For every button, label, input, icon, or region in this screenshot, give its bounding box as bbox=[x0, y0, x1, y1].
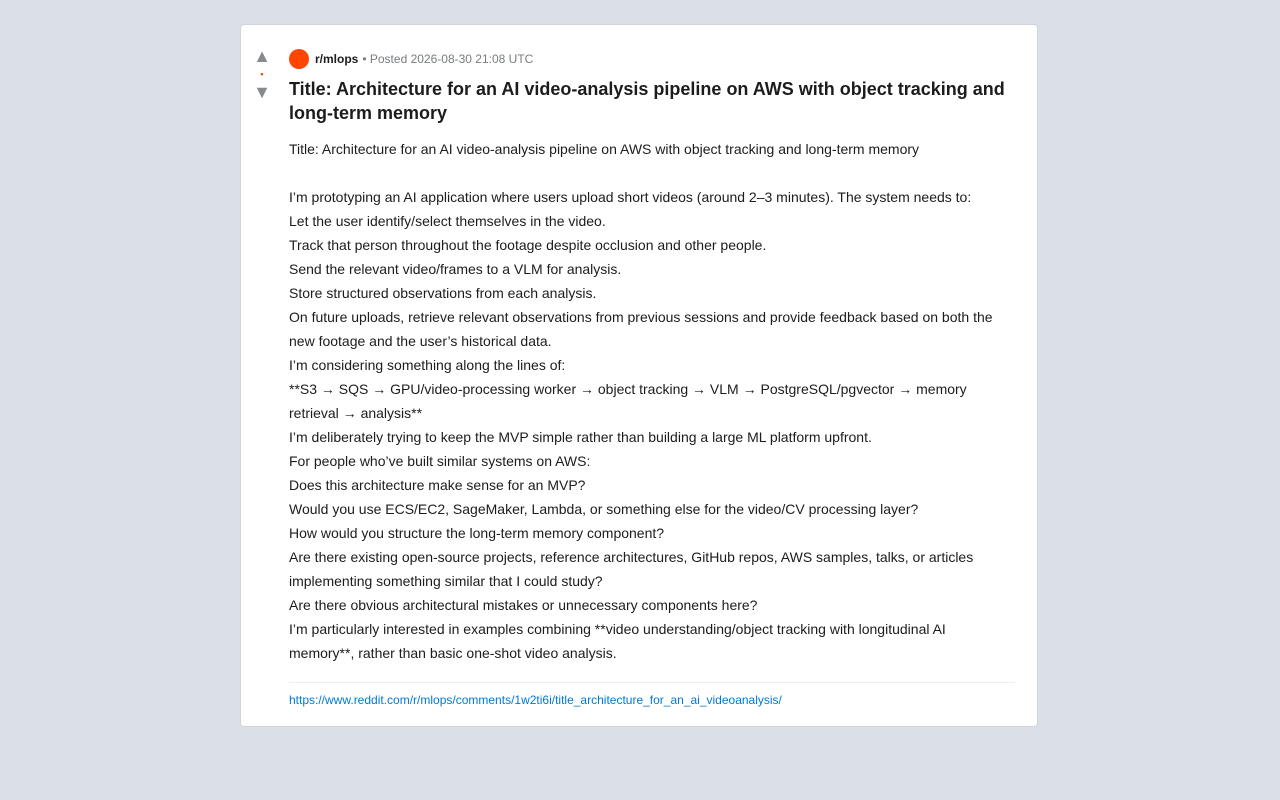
post-permalink[interactable]: https://www.reddit.com/r/mlops/comments/1w2ti6i/title_architecture_for_an_ai_videoanalysis/ bbox=[289, 693, 782, 707]
body-line: On future uploads, retrieve relevant observations from previous sessions and provide feedback based on both the new footage and the user’s historical data. bbox=[289, 309, 993, 349]
body-line: Title: Architecture for an AI video-analysis pipeline on AWS with object tracking and long-term memory bbox=[289, 141, 920, 157]
subreddit-icon[interactable] bbox=[289, 49, 309, 69]
body-line: Store structured observations from each analysis. bbox=[289, 285, 597, 301]
body-line: I’m prototyping an AI application where users upload short videos (around 2–3 minutes). The system needs to: bbox=[289, 189, 972, 205]
footer-divider bbox=[289, 682, 1015, 683]
vote-column bbox=[251, 47, 273, 101]
body-line: Are there existing open-source projects, reference architectures, GitHub repos, AWS samples, talks, or articles implementing something similar that I could study? bbox=[289, 549, 974, 589]
post-content bbox=[289, 49, 1015, 708]
body-line: Are there obvious architectural mistakes or unnecessary components here? bbox=[289, 597, 758, 613]
posted-timestamp: • Posted 2026-08-30 21:08 UTC bbox=[362, 52, 534, 66]
post-title[interactable]: Title: Architecture for an AI video-analysis pipeline on AWS with object tracking and long-term memory bbox=[289, 79, 1005, 123]
post-card bbox=[240, 24, 1038, 727]
body-line: For people who’ve built similar systems on AWS: bbox=[289, 453, 591, 469]
body-line: Track that person throughout the footage despite occlusion and other people. bbox=[289, 237, 767, 253]
post-body bbox=[289, 137, 1015, 665]
body-line: How would you structure the long-term memory component? bbox=[289, 525, 665, 541]
body-line: **S3 → SQS → GPU/video-processing worker → object tracking → VLM → PostgreSQL/pgvector → memory retrieval → analysis** bbox=[289, 381, 967, 421]
body-line: Send the relevant video/frames to a VLM for analysis. bbox=[289, 261, 622, 277]
downvote-arrow-icon[interactable]: ▼ bbox=[253, 82, 271, 102]
body-line: Let the user identify/select themselves in the video. bbox=[289, 213, 606, 229]
vote-score: • bbox=[260, 69, 264, 79]
body-line: I’m considering something along the lines of: bbox=[289, 357, 566, 373]
subreddit-link[interactable]: r/mlops bbox=[315, 52, 359, 66]
post-meta bbox=[289, 49, 1015, 69]
body-line: Would you use ECS/EC2, SageMaker, Lambda, or something else for the video/CV processing layer? bbox=[289, 501, 919, 517]
body-line: I’m particularly interested in examples combining **video understanding/object tracking with longitudinal AI memory**, rather than basic one-shot video analysis. bbox=[289, 621, 946, 661]
body-line: Does this architecture make sense for an MVP? bbox=[289, 477, 586, 493]
body-line: I’m deliberately trying to keep the MVP simple rather than building a large ML platform upfront. bbox=[289, 429, 872, 445]
upvote-arrow-icon[interactable]: ▲ bbox=[253, 46, 271, 66]
